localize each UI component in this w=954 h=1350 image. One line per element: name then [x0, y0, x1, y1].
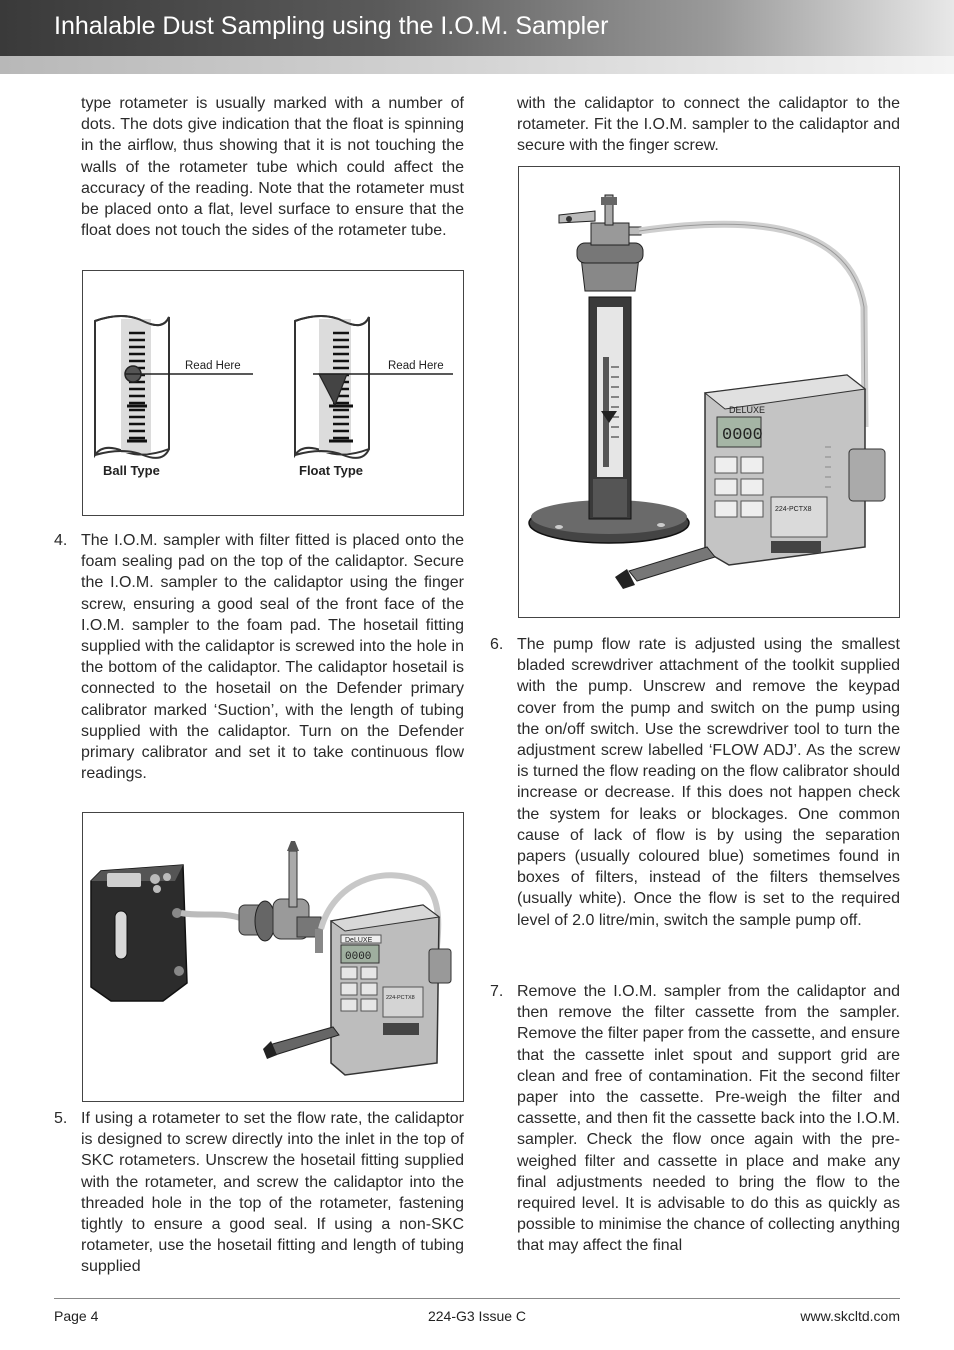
calibrator-photo-illustration [83, 813, 463, 1101]
rotameter-pump-photo [518, 166, 900, 618]
float-type-label: Float Type [299, 463, 364, 478]
step-7-text: Remove the I.O.M. sampler from the calidaptor and then remove the filter cassette from the sampler. Remove the filter paper from the cassette, and ensure that the cassette inlet spout and support grid are clean and free of contamination. Fit the second filter paper into the cassette. Pre-weigh the filter and cassette, and then fit the cassette back into the I.O.M. sampler. Check the flow once again with the pre-weighed filter and cassette in place and make any final adjustments needed to bring the flow to the required level. It is advisable to do this as quickly as possible to minimise the chance of collecting anything that may affect the final [517, 983, 900, 1255]
list-item [490, 634, 900, 931]
defender-calibrator-image [91, 865, 187, 1001]
left-intro-block [54, 93, 464, 241]
step-4-text: The I.O.M. sampler with filter fitted is placed onto the foam sealing pad on the top of the calidaptor. Secure the I.O.M. sampler to the calidaptor using the finger screw, ensuring a good seal of the front face of the I.O.M. sampler to the foam pad. The hosetail fitting supplied with the calidaptor is screwed into the hole in the bottom of the calidaptor. The calidaptor hosetail is connected to the hosetail on the Defender primary calibrator marked ‘Suction’, with the length of tubing supplied with the calidaptor. Turn on the Defender primary calibrator and set it to take continuous flow readings. [81, 532, 464, 783]
pump-display-text: 0000 [722, 426, 763, 445]
step-5-text: If using a rotameter to set the flow rate, the calidaptor is designed to screw directly into the inlet in the top of SKC rotameters. Unscrew the hosetail fitting supplied with the rotameter, and screw the calidaptor into the threaded hole in the top of the rotameter, fastening tightly to ensure a good seal. If using a non-SKC rotameter, use the hosetail fitting and length of tubing supplied [81, 1110, 464, 1276]
header-underline [0, 56, 954, 74]
pump-display-text: 0000 [345, 951, 372, 963]
step-7-number: 7. [490, 983, 504, 1000]
step-4-block [54, 530, 464, 784]
read-here-left-label: Read Here [185, 360, 241, 372]
read-here-right-label: Read Here [388, 360, 444, 372]
list-item [54, 1108, 464, 1278]
right-intro-paragraph: with the calidaptor to connect the calidaptor to the rotameter. Fit the I.O.M. sampler to the calidaptor and secure with the finger screw. [517, 95, 900, 155]
step-4-number: 4. [54, 532, 68, 549]
step-6-text: The pump flow rate is adjusted using the smallest bladed screwdriver attachment of the toolkit supplied with the pump. Unscrew and remove the keypad cover from the pump and switch on the pump using the on/off switch. Use the screwdriver tool to turn the adjustment screw labelled ‘FLOW ADJ’. As the screw is turned the flow reading on the flow calibrator should increase or decrease. If this does not happen check the system for leaks or blockages. One common cause of lack of flow is by using the separation papers (usually coloured blue) sometimes found in boxes of filters, instead of the filters themselves (usually white). Once the flow is set to the required level of 2.0 litre/min, switch the sample pump off. [517, 636, 900, 929]
step-5-block [54, 1108, 464, 1278]
list-item [490, 981, 900, 1257]
step-7-block [490, 981, 900, 1257]
list-item [54, 530, 464, 784]
pump-model-label: 224-PCTX8 [386, 995, 415, 1001]
step-6-number: 6. [490, 636, 504, 653]
right-intro-block [490, 93, 900, 157]
pump-brand-label: DELUXE [729, 405, 766, 415]
float-type-tube [295, 316, 453, 458]
footer-document-id: 224-G3 Issue C [427, 1308, 527, 1324]
rotameter-tube-image [589, 297, 631, 519]
pump-model-label: 224-PCTX8 [775, 506, 812, 513]
page-title: Inhalable Dust Sampling using the I.O.M. Sampler [54, 12, 609, 40]
rotameter-diagram [83, 271, 463, 515]
footer-divider [54, 1298, 900, 1299]
iom-sampler-on-rotameter-image [559, 195, 643, 291]
pump-brand-label: DeLUXE [345, 937, 373, 944]
step-5-number: 5. [54, 1110, 68, 1127]
calibrator-setup-photo [82, 812, 464, 1102]
rotameter-reading-figure [82, 270, 464, 516]
calidaptor-image [239, 841, 323, 953]
sample-pump-image [331, 905, 451, 1075]
step-6-block [490, 634, 900, 931]
rotameter-pump-illustration [519, 167, 899, 617]
footer-page-number: Page 4 [54, 1308, 99, 1324]
ball-type-tube [95, 316, 253, 458]
ball-type-label: Ball Type [103, 463, 160, 478]
left-intro-paragraph: type rotameter is usually marked with a number of dots. The dots give indication that the float is spinning in the airflow, thus showing that it is not touching the walls of the rotameter tube which could affect the accuracy of the reading. Note that the rotameter must be placed onto a flat, level surface to ensure that the float does not touch the sides of the rotameter tube. [81, 95, 464, 240]
sample-pump-image [705, 375, 885, 565]
footer-website-link[interactable]: www.skcltd.com [800, 1308, 900, 1324]
